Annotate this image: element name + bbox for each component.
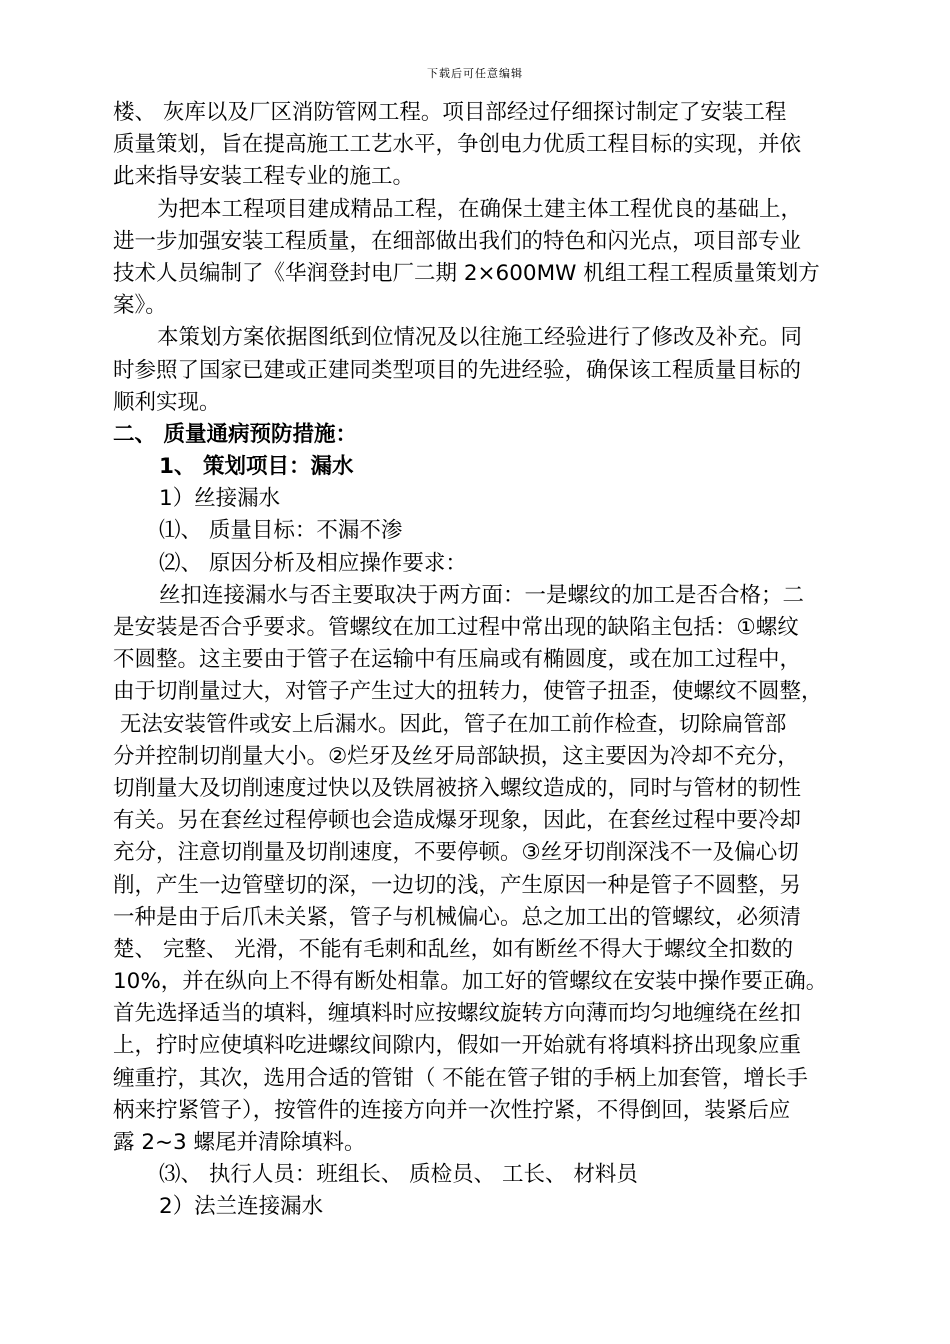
text-line: 上，拧时应使填料吃进螺纹间隙内，假如一开始就有将填料挤出现象应重 bbox=[113, 1033, 802, 1059]
text-line: 案》。 bbox=[113, 293, 167, 319]
paragraph-start-line: 为把本工程项目建成精品工程，在确保土建主体工程优良的基础上， bbox=[157, 196, 803, 222]
item-line: ⑴、 质量目标：不漏不渗 bbox=[159, 518, 403, 544]
text-line: 10%，并在纵向上不得有断处相靠。加工好的管螺纹在安装中操作要正确。 bbox=[113, 969, 828, 995]
item-line: ⑶、 执行人员：班组长、 质检员、 工长、 材料员 bbox=[159, 1162, 638, 1188]
text-line: 首先选择适当的填料，缠填料时应按螺纹旋转方向薄而均匀地缠绕在丝扣 bbox=[113, 1001, 802, 1027]
text-line: 是安装是否合乎要求。管螺纹在加工过程中常出现的缺陷主包括：①螺纹 bbox=[113, 615, 799, 640]
item-line: ⑵、 原因分析及相应操作要求： bbox=[159, 550, 467, 576]
text-line: 充分，注意切削量及切削速度，不要停顿。③丝牙切削深浅不一及偏心切 bbox=[113, 840, 799, 866]
document-body bbox=[113, 97, 865, 1224]
paragraph-start-line: 丝扣连接漏水与否主要取决于两方面：一是螺纹的加工是否合格；二 bbox=[159, 582, 805, 608]
item-heading: 2）法兰连接漏水 bbox=[159, 1194, 324, 1220]
item-heading: 1）丝接漏水 bbox=[159, 486, 281, 512]
text-line: 削，产生一边管壁切的深，一边切的浅，产生原因一种是管子不圆整，另 bbox=[113, 872, 802, 898]
subsection-heading: 1、 策划项目：漏水 bbox=[159, 454, 354, 480]
text-line: 楼、 灰库以及厂区消防管网工程。项目部经过仔细探讨制定了安装工程 bbox=[113, 100, 787, 125]
text-line: 有关。另在套丝过程停顿也会造成爆牙现象，因此，在套丝过程中要冷却 bbox=[113, 808, 802, 834]
text-line: 切削量大及切削速度过快以及铁屑被挤入螺纹造成的，同时与管材的韧性 bbox=[113, 775, 802, 801]
text-line: 技术人员编制了《华润登封电厂二期 2×600MW 机组工程工程质量策划方 bbox=[113, 260, 820, 286]
text-line: 一种是由于后爪未关紧，管子与机械偏心。总之加工出的管螺纹，必须清 bbox=[113, 904, 802, 930]
text-line: 此来指导安装工程专业的施工。 bbox=[113, 164, 415, 190]
text-line: 无法安装管件或安上后漏水。因此，管子在加工前作检查，切除扁管部 bbox=[113, 711, 787, 737]
text-line: 柄来拧紧管子），按管件的连接方向并一次性拧紧，不得倒回，装紧后应 bbox=[113, 1097, 791, 1123]
text-line: 顺利实现。 bbox=[113, 389, 221, 415]
text-line: 露 2~3 螺尾并清除填料。 bbox=[113, 1130, 366, 1155]
text-line: 时参照了国家已建或正建同类型项目的先进经验，确保该工程质量目标的 bbox=[113, 357, 802, 383]
paragraph-start-line: 本策划方案依据图纸到位情况及以往施工经验进行了修改及补充。同 bbox=[157, 325, 803, 351]
text-line: 缠重拧，其次，选用合适的管钳（ 不能在管子钳的手柄上加套管，增长手 bbox=[113, 1065, 808, 1091]
text-line: 分并控制切削量大小。②烂牙及丝牙局部缺损，这主要因为冷却不充分， bbox=[113, 743, 799, 769]
text-line: 楚、 完整、 光滑，不能有毛刺和乱丝，如有断丝不得大于螺纹全扣数的 bbox=[113, 936, 794, 962]
text-line: 质量策划，旨在提高施工工艺水平，争创电力优质工程目标的实现，并依 bbox=[113, 132, 802, 158]
page-header-note: 下载后可任意编辑 bbox=[427, 67, 523, 80]
text-line: 由于切削量过大，对管子产生过大的扭转力，使管子扭歪，使螺纹不圆整， bbox=[113, 679, 823, 705]
text-line: 不圆整。这主要由于管子在运输中有压扁或有椭圆度，或在加工过程中， bbox=[113, 647, 802, 673]
section-heading: 二、 质量通病预防措施： bbox=[113, 421, 357, 447]
text-line: 进一步加强安装工程质量，在细部做出我们的特色和闪光点，项目部专业 bbox=[113, 228, 802, 254]
